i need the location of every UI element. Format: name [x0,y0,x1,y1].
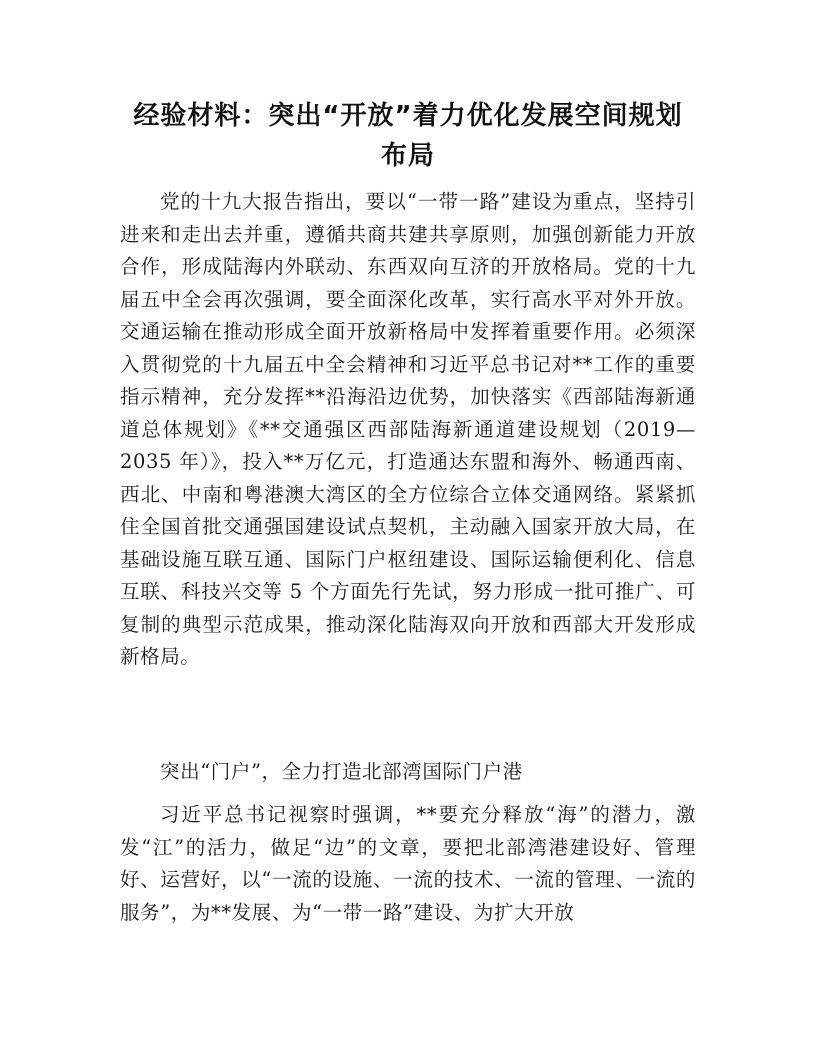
section-heading: 突出“门户”，全力打造北部湾国际门户港 [160,760,523,783]
body-paragraph-2: 习近平总书记视察时强调，**要充分释放“海”的潜力，激发“江”的活力，做足“边”的文章，要把北部湾港建设好、管理好、运营好，以“一流的设施、一流的技术、一流的管理、一流的服务”，为**发展、为“一带一路”建设、为扩大开放 [120,803,696,924]
document-title: 经验材料：突出“开放”着力优化发展空间规划布局 [133,101,683,171]
body-paragraph-1: 党的十九大报告指出，要以“一带一路”建设为重点，坚持引进来和走出去并重，遵循共商共建共享原则，加强创新能力开放合作，形成陆海内外联动、东西双向互济的开放格局。党的十九届五中全会再次强调，要全面深化改革，实行高水平对外开放。交通运输在推动形成全面开放新格局中发挥着重要作用。必须深入贯彻党的十九届五中全会精神和习近平总书记对**工作的重要指示精神，充分发挥**沿海沿边优势，加快落实《西部陆海新通道总体规划》《**交通强区西部陆海新通道建设规划（2019—2035 年）》，投入**万亿元，打造通达东盟和海外、畅通西南、西北、中南和粤港澳大湾区的全方位综合立体交通网络。紧紧抓住全国首批交通强国建设试点契机，主动融入国家开放大局，在基础设施互联互通、国际门户枢纽建设、国际运输便利化、信息互联、科技兴交等 5 个方面先行先试，努力形成一批可推广、可复制的典型示范成果，推动深化陆海双向开放和西部大开发形成新格局。 [120,190,696,668]
